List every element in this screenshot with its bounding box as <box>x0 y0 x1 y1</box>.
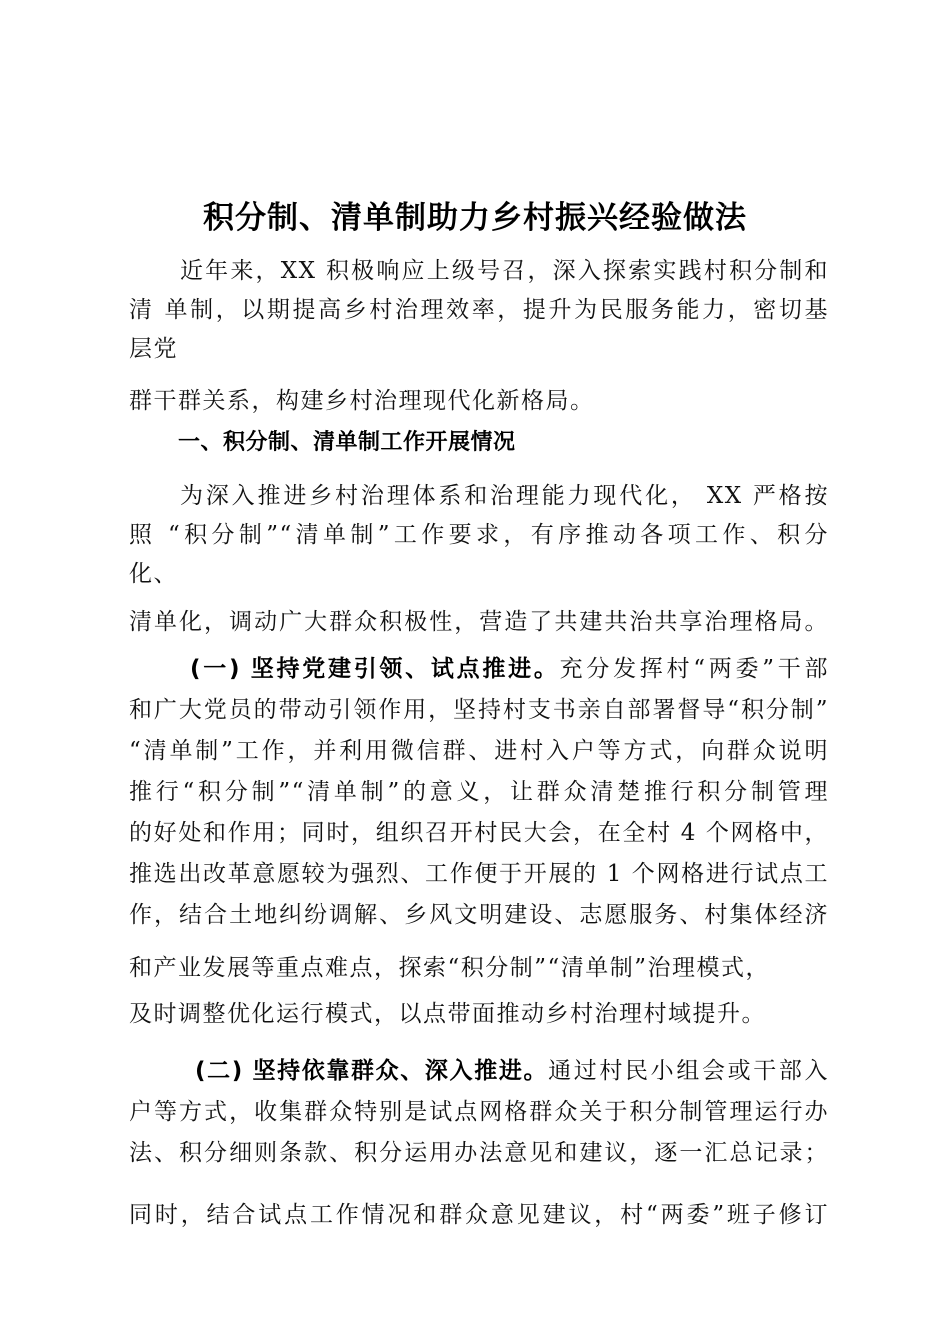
subsection1-line-1 <box>190 650 829 683</box>
subsection1-lead: (一) 坚持党建引领、试点推进。 <box>190 656 560 682</box>
subsection2-line-4: 同时，结合试点工作情况和群众意见建议，村“两委”班子修订 <box>129 1202 829 1228</box>
section-heading-1: 一、积分制、清单制工作开展情况 <box>178 430 516 455</box>
intro-line-4: 群干群关系，构建乡村治理现代化新格局。 <box>129 388 595 414</box>
intro-line-2: 清 单制，以期提高乡村治理效率，提升为民服务能力，密切基 <box>129 297 829 323</box>
subsection1-line-8: 和产业发展等重点难点，探索“积分制”“清单制”治理模式， <box>129 955 771 981</box>
subsection1-line-6: 推选出改革意愿较为强烈、工作便于开展的 1 个网格进行试点工 <box>129 861 829 887</box>
section1-line-3: 化、 <box>129 561 178 587</box>
subsection2-line-2: 户等方式，收集群众特别是试点网格群众关于积分制管理运行办 <box>129 1099 829 1125</box>
subsection1-line-1-text: 充分发挥村“两委”干部 <box>559 656 829 682</box>
document-title: 积分制、清单制助力乡村振兴经验做法 <box>203 200 747 236</box>
intro-line-3: 层党 <box>129 336 178 362</box>
subsection1-line-4: 推行“积分制”“清单制”的意义，让群众清楚推行积分制管理 <box>129 779 829 805</box>
subsection1-line-2: 和广大党员的带动引领作用，坚持村支书亲自部署督导“积分制” <box>129 697 829 723</box>
subsection1-line-7: 作，结合土地纠纷调解、乡风文明建设、志愿服务、村集体经济 <box>129 902 829 928</box>
intro-line-1: 近年来，XX 积极响应上级号召，深入探索实践村积分制和 <box>180 258 829 284</box>
section1-line-4: 清单化，调动广大群众积极性，营造了共建共治共享治理格局。 <box>129 609 829 635</box>
subsection2-line-3: 法、积分细则条款、积分运用办法意见和建议，逐一汇总记录； <box>129 1140 829 1166</box>
section1-line-1: 为深入推进乡村治理体系和治理能力现代化， XX 严格按 <box>180 483 829 509</box>
section1-line-2: 照 “积分制”“清单制”工作要求，有序推动各项工作、积分 <box>129 522 829 548</box>
subsection2-line-1 <box>195 1052 829 1085</box>
subsection1-line-5: 的好处和作用；同时，组织召开村民大会，在全村 4 个网格中， <box>129 820 829 846</box>
subsection2-lead: (二) 坚持依靠群众、深入推进。 <box>195 1058 549 1084</box>
subsection2-line-1-text: 通过村民小组会或干部入 <box>548 1058 830 1084</box>
subsection1-line-3: “清单制”工作，并利用微信群、进村入户等方式，向群众说明 <box>129 738 829 764</box>
subsection1-line-9: 及时调整优化运行模式，以点带面推动乡村治理村域提升。 <box>129 1001 766 1027</box>
